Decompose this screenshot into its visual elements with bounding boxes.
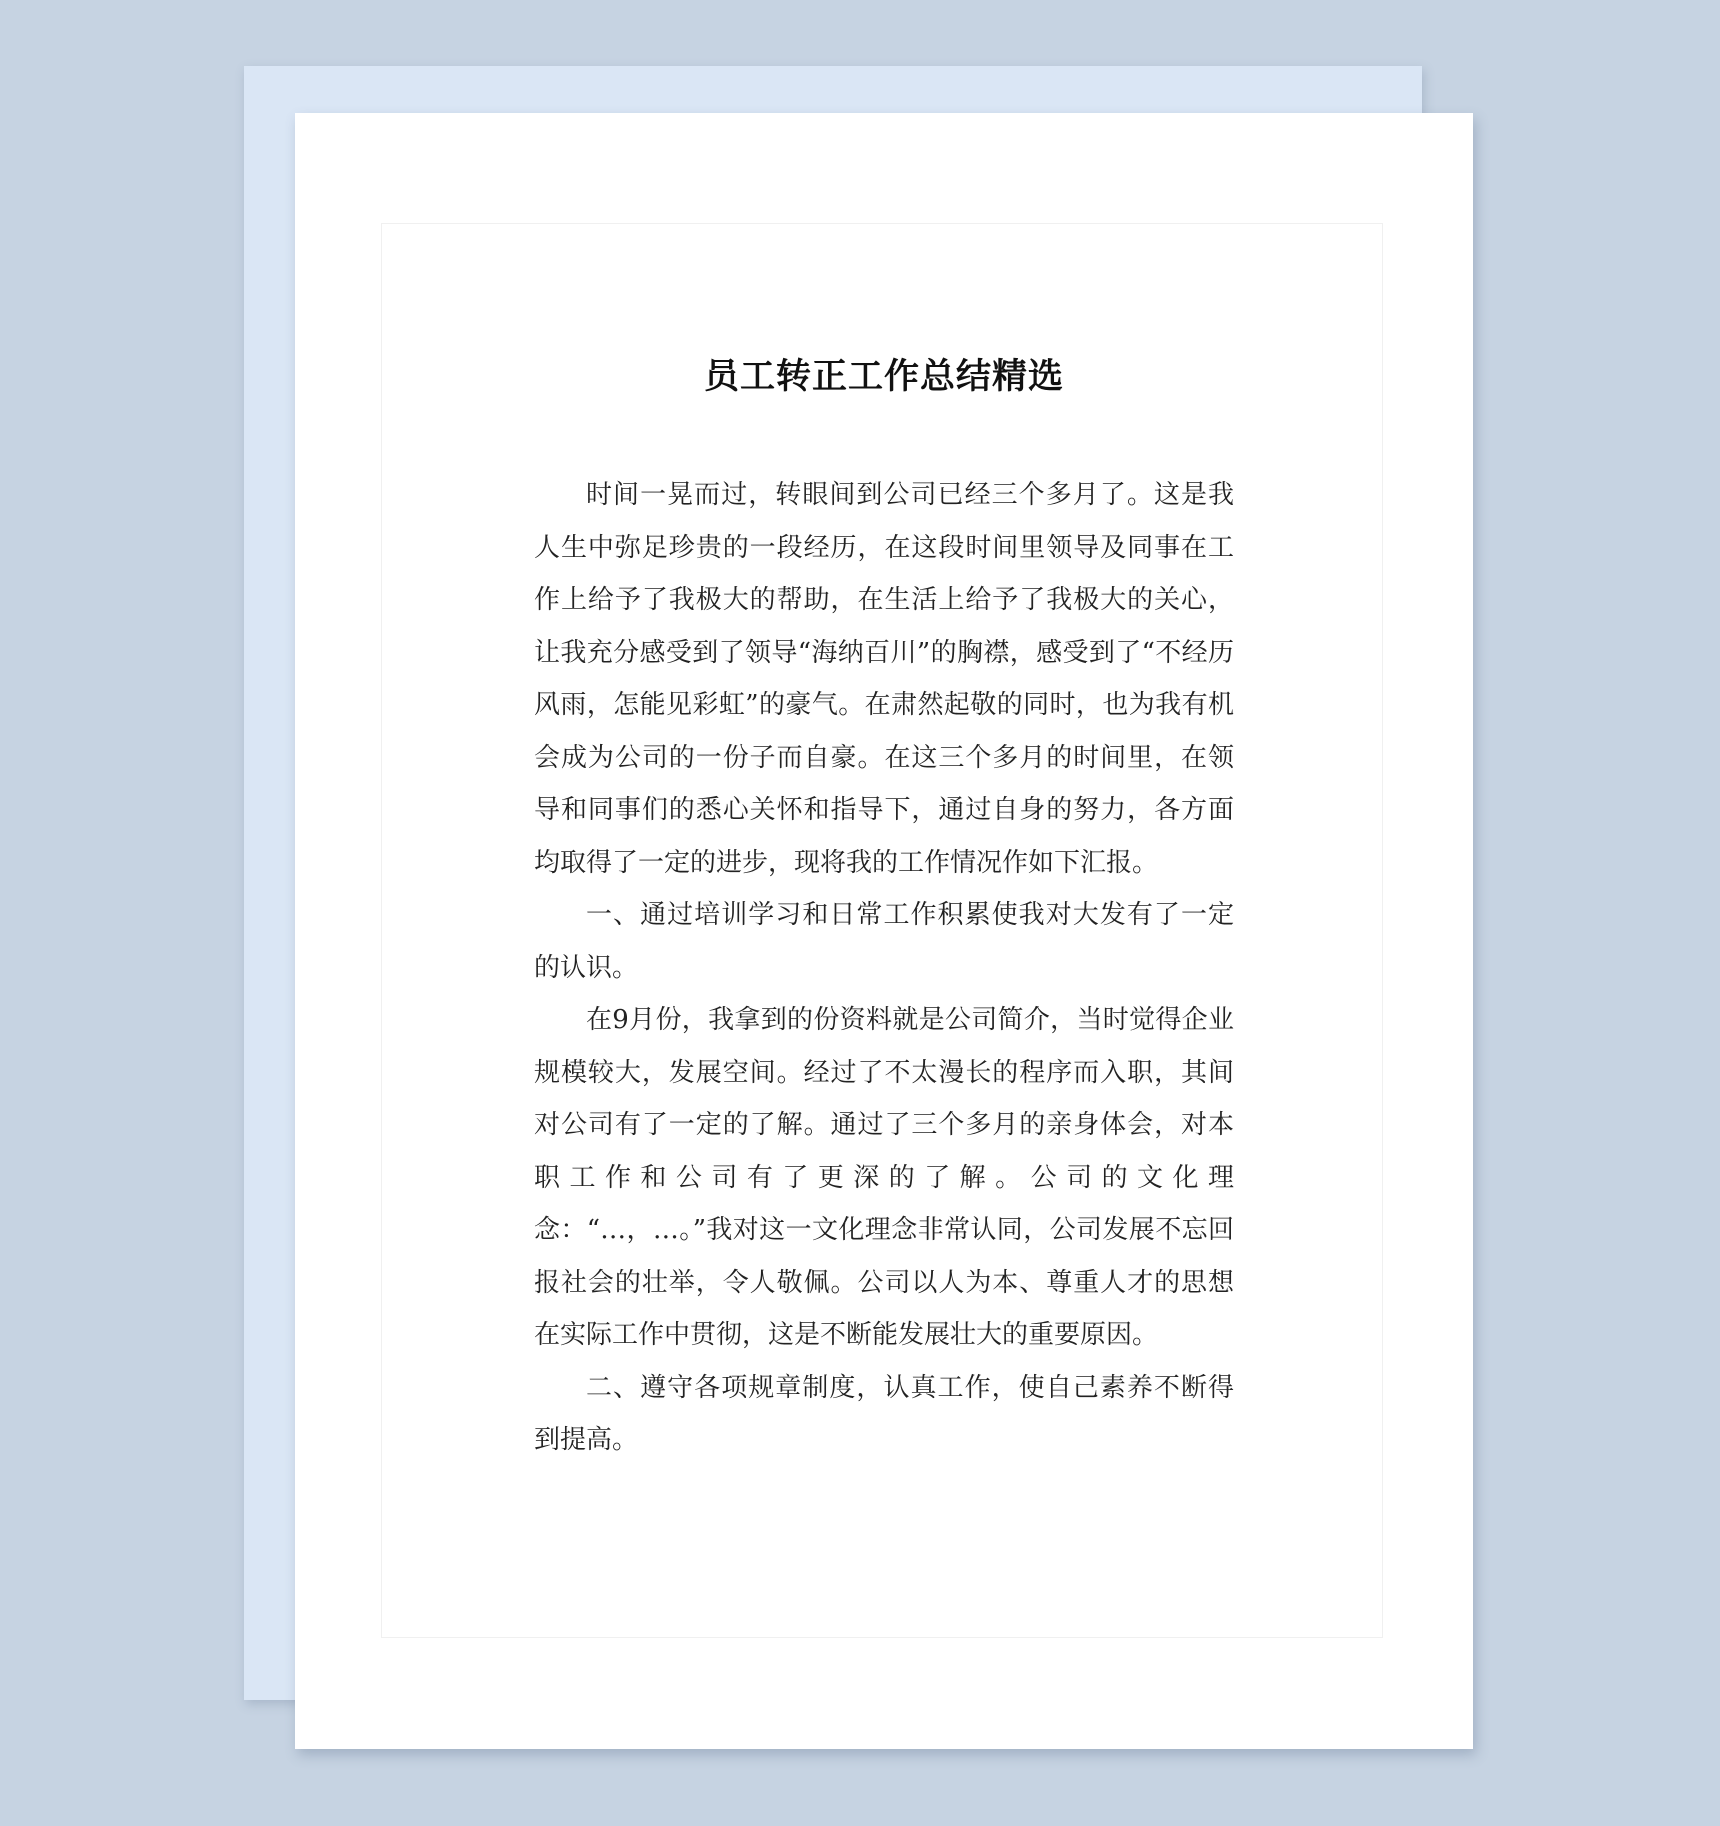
paragraph-section-one-body: 在9月份，我拿到的份资料就是公司简介，当时觉得企业规模较大，发展空间。经过了不太漫长的程序而入职，其间对公司有了一定的了解。通过了三个多月的亲身体会，对本职工作和公司有了更深的了解。公司的文化理念：“…，…。”我对这一文化理念非常认同，公司发展不忘回报社会的壮举，令人敬佩。公司以人为本、尊重人才的思想在实际工作中贯彻，这是不断能发展壮大的重要原因。 — [534, 1005, 1234, 1350]
document-page — [295, 113, 1473, 1749]
paragraph-section-one-heading: 一、通过培训学习和日常工作积累使我对大发有了一定的认识。 — [534, 900, 1234, 983]
document-title: 员工转正工作总结精选 — [703, 357, 1064, 397]
document-body — [534, 469, 1234, 1467]
paragraph-intro: 时间一晃而过，转眼间到公司已经三个多月了。这是我人生中弥足珍贵的一段经历，在这段时间里领导及同事在工作上给予了我极大的帮助，在生活上给予了我极大的关心，让我充分感受到了领导“海纳百川”的胸襟，感受到了“不经历风雨，怎能见彩虹”的豪气。在肃然起敬的同时，也为我有机会成为公司的一份子而自豪。在这三个多月的时间里，在领导和同事们的悉心关怀和指导下，通过自身的努力，各方面均取得了一定的进步，现将我的工作情况作如下汇报。 — [534, 480, 1234, 878]
paragraph-section-two-heading: 二、遵守各项规章制度，认真工作，使自己素养不断得到提高。 — [534, 1372, 1234, 1455]
